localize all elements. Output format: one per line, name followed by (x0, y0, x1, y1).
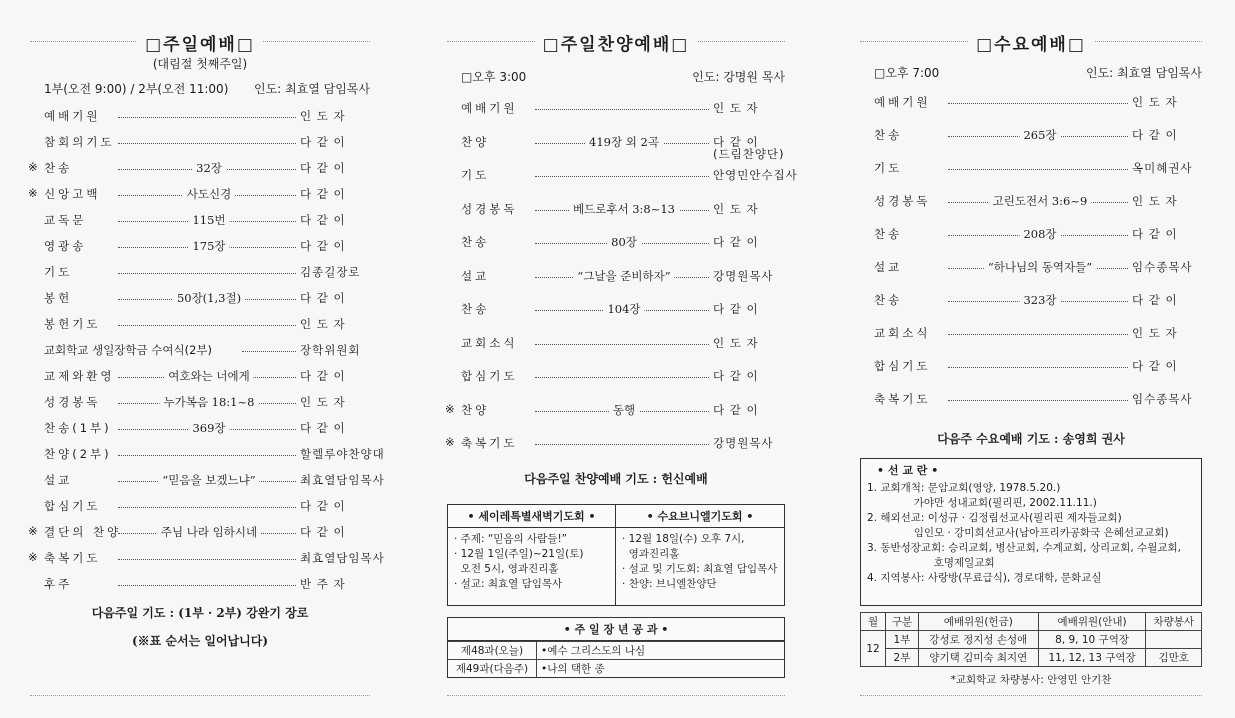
order-label: 찬송 (874, 227, 903, 241)
order-person: 다 같 이 (300, 161, 346, 175)
duty-driver: 김만호 (1146, 649, 1202, 667)
order-person: 김종길장로 (300, 265, 361, 279)
order-row (30, 212, 370, 230)
box-line: 오전 5시, 영과진리홀 (454, 563, 559, 575)
order-person: 최효열담임목사 (300, 551, 385, 565)
order-row (28, 550, 385, 568)
lesson-number: 제49과(다음주) (448, 660, 537, 678)
order-content: 115번 (188, 212, 229, 228)
box-line: · 설교 및 기도회: 최효열 담임목사 (622, 563, 778, 575)
order-content: “믿음을 보겠느냐” (158, 472, 259, 488)
order-label: 찬송 (874, 128, 903, 142)
order-label: 찬송 (461, 235, 490, 249)
duty-part: 2부 (886, 649, 919, 667)
order-person: 인 도 자 (713, 201, 759, 216)
order-row (860, 94, 1202, 112)
box-line: 영과진리홀 (622, 548, 680, 560)
duty-table (860, 612, 1202, 667)
order-label: 교회소식 (461, 335, 518, 350)
order-row (447, 167, 798, 185)
order-content: 208장 (1019, 226, 1060, 242)
order-row (30, 316, 370, 334)
sunday-service-column (28, 0, 385, 718)
bottom-rule (30, 695, 370, 696)
box-line: 3. 동반성장교회: 승리교회, 병산교회, 수계교회, 상리교회, 수월교회, (867, 542, 1181, 554)
next-prayer: 다음주일 기도 : (1부 · 2부) 강완기 장로 (91, 606, 309, 620)
order-content: 369장 (188, 420, 229, 436)
duty-month: 12 (861, 631, 886, 667)
order-person: 인 도 자 (1132, 95, 1178, 109)
duty-offering: 양기택 김미숙 최지연 (918, 649, 1038, 667)
order-label: 예배기원 (874, 95, 931, 109)
order-person: 옥미혜권사 (1132, 161, 1193, 175)
order-person: 다 같 이 (713, 302, 759, 316)
order-person: 인 도 자 (300, 395, 346, 409)
order-label: 찬송(1부) (44, 421, 112, 435)
order-person: 반 주 자 (300, 577, 346, 591)
box-line: 1. 교회개척: 문암교회(영양, 1978.5.20.) (867, 482, 1061, 494)
sunday-service-title: □주일예배□ (30, 30, 370, 55)
box-line: · 찬양: 브니엘찬양단 (622, 578, 717, 590)
stand-mark: ※ (445, 401, 455, 416)
order-row (447, 234, 785, 252)
order-person: 인 도 자 (1132, 326, 1178, 340)
leader-dots (535, 176, 709, 177)
order-row (30, 446, 385, 464)
order-label: 예배기원 (44, 109, 101, 123)
order-label: 신앙고백 (44, 187, 101, 201)
order-label: 설교 (44, 473, 73, 487)
duty-guide: 11, 12, 13 구역장 (1038, 649, 1146, 667)
box-line: · 12월 1일(주일)~21일(토) (454, 548, 584, 560)
order-row (30, 576, 370, 594)
order-person: 다 같 이 (713, 369, 759, 383)
order-row (30, 290, 370, 308)
order-row (860, 292, 1202, 310)
order-content: 32장 (192, 160, 226, 176)
leader-dots (535, 109, 709, 110)
order-row (30, 238, 370, 256)
order-label: 교제와환영 (44, 369, 115, 383)
order-row (447, 134, 785, 161)
box-line: 가야만 성내교회(필리핀, 2002.11.11.) (867, 497, 1097, 509)
order-content: 419장 외 2곡 (585, 134, 663, 150)
wednesday-service-title: □수요예배□ (860, 30, 1202, 55)
order-content: 50장(1,3절) (173, 290, 245, 306)
dawn-prayer-lines (448, 528, 615, 596)
order-content: 주님 나라 임하시네 (157, 524, 261, 540)
order-row (447, 100, 785, 118)
order-row (860, 127, 1202, 145)
order-row (30, 108, 370, 126)
order-person: 인 도 자 (300, 317, 346, 331)
order-row (30, 368, 370, 386)
order-label: 축복기도 (44, 551, 101, 565)
order-person: 할렐루야찬양대 (300, 447, 385, 461)
order-person: 인 도 자 (1132, 194, 1178, 208)
box-line: 2. 해외선교: 이성규 · 김정림선교사(필리핀 제자들교회) (867, 512, 1122, 524)
leader-dots (948, 334, 1128, 335)
order-label: 영광송 (44, 239, 87, 253)
order-row (30, 134, 370, 152)
order-label: 찬양(2부) (44, 447, 112, 461)
stand-mark: ※ (28, 186, 38, 200)
sunday-service-subtitle: (대림절 첫째주일) (152, 57, 248, 71)
duty-guide: 8, 9, 10 구역장 (1038, 631, 1146, 649)
order-person: 다 같 이 (300, 135, 346, 149)
order-label: 성경봉독 (461, 201, 518, 216)
order-content: 고린도전서 3:6~9 (989, 193, 1092, 209)
order-label: 합심기도 (461, 369, 518, 383)
order-label: 찬양 (461, 134, 490, 149)
service-time: □오후 3:00 (461, 70, 527, 84)
order-person: 최효열담임목사 (300, 473, 385, 487)
order-label: 기도 (461, 168, 490, 182)
order-label: 후주 (44, 577, 73, 591)
order-person: 다 같 이 (300, 239, 346, 253)
order-row (860, 391, 1202, 409)
leader-dots (948, 103, 1128, 104)
announcement-box (447, 504, 785, 606)
order-label: 참회의기도 (44, 135, 115, 149)
leader-dots (535, 444, 709, 445)
order-content: “그날을 준비하자” (573, 268, 674, 284)
duty-part: 1부 (886, 631, 919, 649)
lesson-number: 제48과(오늘) (448, 642, 537, 660)
order-person-2: (드림찬양단) (713, 146, 785, 161)
order-person: 인 도 자 (300, 109, 346, 123)
order-label: 합심기도 (44, 499, 101, 513)
order-row (30, 264, 370, 282)
duty-row (861, 631, 1202, 649)
order-label: 예배기원 (461, 101, 518, 115)
leader-dots (118, 507, 296, 508)
leader-dots (118, 273, 296, 274)
duty-header: 구분 (886, 613, 919, 631)
order-row (447, 435, 785, 453)
catechism-row (448, 660, 784, 678)
leader-dots (118, 143, 296, 144)
leader-dots (948, 169, 1128, 170)
order-row (30, 186, 370, 204)
order-content: 104장 (603, 301, 644, 317)
stand-mark: ※ (28, 524, 38, 538)
catechism-box (447, 617, 785, 678)
order-person: 다 같 이 (1132, 128, 1178, 142)
wednesday-prayer-title: • 수요브니엘기도회 • (616, 505, 784, 528)
box-line: · 설교: 최효열 담임목사 (454, 578, 563, 590)
service-time: □오후 7:00 (874, 66, 940, 80)
order-row (447, 201, 785, 219)
box-line: 호명제일교회 (867, 557, 995, 569)
catechism-row (448, 642, 784, 660)
order-label: 축복기도 (874, 392, 931, 406)
duty-offering: 강성로 정지성 손성애 (918, 631, 1038, 649)
order-label: 축복기도 (461, 436, 518, 450)
mission-box (860, 458, 1202, 606)
order-label: 기도 (44, 265, 73, 279)
order-content: 동행 (609, 402, 639, 418)
service-leader: 인도: 강명원 목사 (692, 70, 785, 84)
order-row (447, 368, 785, 386)
order-row (30, 420, 370, 438)
order-person: 다 같 이 (300, 525, 346, 539)
box-line: · 주제: “믿음의 사람들!” (454, 533, 568, 545)
order-label: 결단의 찬양 (44, 525, 122, 539)
order-label: 봉헌 (44, 291, 73, 305)
service-times: 1부(오전 9:00) / 2부(오전 11:00) (44, 82, 229, 96)
order-person: 다 같 이 (1132, 359, 1178, 373)
order-label: 교회소식 (874, 326, 931, 340)
order-person: 다 같 이 (300, 187, 346, 201)
stand-mark: ※ (28, 550, 38, 564)
order-content: 사도신경 (183, 186, 235, 202)
dawn-prayer-box (448, 505, 616, 605)
leader-dots (535, 377, 709, 378)
wednesday-prayer-lines (616, 528, 784, 596)
order-row (447, 268, 785, 286)
order-content: 베드로후서 3:8~13 (569, 201, 679, 217)
bottom-rule (447, 695, 785, 696)
lesson-topic: •예수 그리스도의 나심 (537, 642, 785, 660)
order-row (30, 498, 370, 516)
order-row (860, 226, 1202, 244)
order-person: 다 같 이 (1132, 293, 1178, 307)
leader-dots (535, 344, 709, 345)
order-person: 인 도 자 (713, 101, 759, 115)
leader-dots (242, 351, 296, 352)
order-content: 여호와는 너에게 (164, 368, 253, 384)
praise-service-column (445, 0, 798, 718)
footnote: (※표 순서는 일어납니다) (131, 634, 269, 648)
order-person: 다 같 이 (1132, 227, 1178, 241)
order-content: 80장 (607, 234, 641, 250)
order-row (30, 342, 370, 360)
order-row (860, 259, 1202, 277)
order-person: 다 같 이 (300, 291, 346, 305)
order-row (30, 394, 370, 412)
order-person: 강명원목사 (713, 268, 774, 283)
order-label: 설교 (874, 260, 903, 274)
order-content: 175장 (188, 238, 229, 254)
order-person: 인 도 자 (713, 335, 759, 350)
order-row (447, 335, 785, 353)
wednesday-prayer-box (616, 505, 784, 605)
order-label: 설교 (461, 268, 490, 283)
order-person: 임수종목사 (1132, 260, 1193, 274)
mission-title: • 선 교 란 • (877, 464, 939, 477)
order-person: 다 같 이 (713, 235, 759, 249)
catechism-title: • 주 일 장 년 공 과 • (448, 618, 784, 641)
order-person: 다 같 이 (300, 369, 346, 383)
box-line: · 12월 18일(수) 오후 7시, (622, 533, 745, 545)
order-label: 교회학교 생일장학금 수여식(2부) (44, 343, 213, 357)
duty-row (861, 649, 1202, 667)
order-label: 합심기도 (874, 359, 931, 373)
order-label: 성경봉독 (874, 194, 931, 208)
order-person: 다 같 이 (713, 134, 759, 149)
mission-lines (861, 481, 1201, 590)
duty-header: 예배위원(안내) (1038, 613, 1146, 631)
duty-header: 차량봉사 (1146, 613, 1202, 631)
order-row (860, 358, 1202, 376)
leader-dots (118, 455, 296, 456)
order-content: “하나님의 동역자들” (984, 259, 1096, 275)
stand-mark: ※ (445, 435, 455, 449)
order-row (860, 193, 1202, 211)
praise-service-title: □주일찬양예배□ (447, 30, 785, 55)
leader-dots (948, 367, 1128, 368)
order-label: 찬송 (461, 302, 490, 316)
order-row (447, 301, 785, 319)
order-row (447, 402, 785, 420)
order-person: 임수종목사 (1132, 392, 1193, 406)
wednesday-service-column (860, 0, 1202, 718)
duty-header: 예배위원(헌금) (918, 613, 1038, 631)
next-prayer: 다음주 수요예배 기도 : 송영희 권사 (937, 432, 1125, 446)
order-person: 다 같 이 (713, 402, 759, 417)
order-row (30, 160, 370, 178)
bottom-rule (860, 695, 1202, 696)
order-row (860, 325, 1202, 343)
duty-header: 월 (861, 613, 886, 631)
order-content: 누가복음 18:1~8 (160, 394, 259, 410)
order-label: 기도 (874, 161, 903, 175)
order-person: 다 같 이 (300, 499, 346, 513)
order-label: 찬양 (461, 402, 490, 417)
order-person: 다 같 이 (300, 421, 346, 435)
next-prayer: 다음주일 찬양예배 기도 : 헌신예배 (524, 472, 708, 486)
order-label: 찬송 (874, 293, 903, 307)
leader-dots (118, 117, 296, 118)
box-line: 임인모 · 강미희선교사(남아프리카공화국 은혜선교교회) (867, 527, 1169, 539)
catechism-table (448, 641, 784, 677)
order-person: 강명원목사 (713, 436, 774, 450)
leader-dots (118, 585, 296, 586)
lesson-topic: •나의 택한 종 (537, 660, 785, 678)
order-person: 장학위원회 (300, 343, 361, 357)
duty-driver (1146, 631, 1202, 649)
order-row (860, 160, 1202, 178)
order-content: 323장 (1019, 292, 1060, 308)
stand-mark: ※ (28, 160, 38, 174)
order-content: 265장 (1019, 127, 1060, 143)
leader-dots (948, 400, 1128, 401)
order-label: 찬송 (44, 161, 73, 175)
order-person: 안영민안수집사 (713, 168, 798, 182)
order-label: 교독문 (44, 213, 87, 227)
dawn-prayer-title: • 세이레특별새벽기도회 • (448, 505, 615, 528)
order-row (30, 524, 370, 542)
leader-dots (118, 325, 296, 326)
order-label: 봉헌기도 (44, 317, 101, 331)
leader-dots (118, 559, 296, 560)
order-label: 성경봉독 (44, 395, 101, 409)
service-leader: 인도: 최효열 담임목사 (1085, 66, 1202, 80)
order-row (30, 472, 385, 490)
order-person: 다 같 이 (300, 213, 346, 227)
service-leader: 인도: 최효열 담임목사 (253, 82, 370, 96)
duty-note: *교회학교 차량봉사: 안영민 안기찬 (950, 674, 1112, 686)
box-line: 4. 지역봉사: 사랑방(무료급식), 경로대학, 문화교실 (867, 572, 1102, 584)
